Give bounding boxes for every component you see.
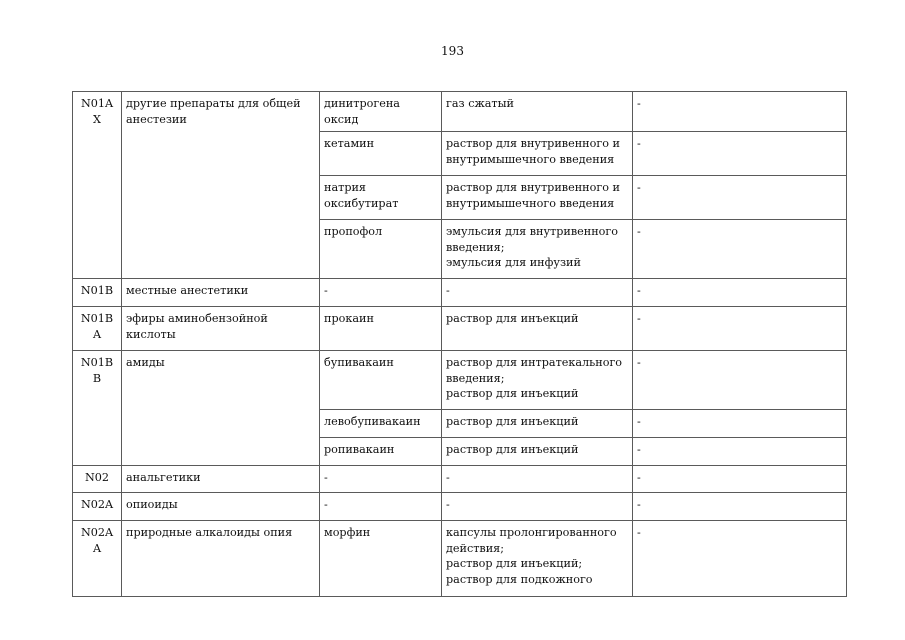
dosage-form-cell: раствор для внутривенного и внутримышечного введения bbox=[442, 176, 633, 220]
drug-name-cell: прокаин bbox=[320, 307, 442, 351]
atc-code-cell: N01B B bbox=[73, 351, 122, 466]
table-row bbox=[73, 92, 847, 132]
drug-name-cell: - bbox=[320, 493, 442, 521]
group-name-cell: амиды bbox=[122, 351, 320, 466]
dosage-form-cell: газ сжатый bbox=[442, 92, 633, 132]
dosage-form-cell: раствор для инъекций bbox=[442, 410, 633, 438]
dosage-form-cell: - bbox=[442, 279, 633, 307]
atc-code-cell: N01B bbox=[73, 279, 122, 307]
atc-code-cell: N02A bbox=[73, 493, 122, 521]
drug-name-cell: - bbox=[320, 279, 442, 307]
extra-cell: - bbox=[633, 438, 847, 466]
table-body bbox=[73, 92, 847, 597]
group-name-cell: эфиры аминобензойной кислоты bbox=[122, 307, 320, 351]
drug-name-cell: морфин bbox=[320, 521, 442, 597]
dosage-form-cell: раствор для внутривенного и внутримышечного введения bbox=[442, 132, 633, 176]
extra-cell: - bbox=[633, 466, 847, 493]
dosage-form-cell: эмульсия для внутривенного введения; эмульсия для инфузий bbox=[442, 220, 633, 279]
dosage-form-cell: - bbox=[442, 493, 633, 521]
atc-code-cell: N02A A bbox=[73, 521, 122, 597]
extra-cell: - bbox=[633, 307, 847, 351]
extra-cell: - bbox=[633, 92, 847, 132]
group-name-cell: анальгетики bbox=[122, 466, 320, 493]
drug-name-cell: бупивакаин bbox=[320, 351, 442, 410]
dosage-form-cell: раствор для интратекального введения; раствор для инъекций bbox=[442, 351, 633, 410]
group-name-cell: природные алкалоиды опия bbox=[122, 521, 320, 597]
drug-name-cell: пропофол bbox=[320, 220, 442, 279]
extra-cell: - bbox=[633, 176, 847, 220]
table-row bbox=[73, 351, 847, 410]
group-name-cell: опиоиды bbox=[122, 493, 320, 521]
table-row bbox=[73, 521, 847, 597]
drug-table bbox=[72, 91, 847, 597]
extra-cell: - bbox=[633, 220, 847, 279]
extra-cell: - bbox=[633, 132, 847, 176]
extra-cell: - bbox=[633, 351, 847, 410]
drug-name-cell: левобупивакаин bbox=[320, 410, 442, 438]
dosage-form-cell: раствор для инъекций bbox=[442, 307, 633, 351]
atc-code-cell: N01A X bbox=[73, 92, 122, 279]
extra-cell: - bbox=[633, 279, 847, 307]
drug-name-cell: кетамин bbox=[320, 132, 442, 176]
atc-code-cell: N02 bbox=[73, 466, 122, 493]
extra-cell: - bbox=[633, 493, 847, 521]
drug-name-cell: натрия оксибутират bbox=[320, 176, 442, 220]
dosage-form-cell: капсулы пролонгированного действия; раствор для инъекций; раствор для подкожного bbox=[442, 521, 633, 597]
table-row bbox=[73, 493, 847, 521]
table-row bbox=[73, 466, 847, 493]
drug-name-cell: динитрогена оксид bbox=[320, 92, 442, 132]
drug-name-cell: ропивакаин bbox=[320, 438, 442, 466]
group-name-cell: другие препараты для общей анестезии bbox=[122, 92, 320, 279]
extra-cell: - bbox=[633, 521, 847, 597]
page-number: 193 bbox=[441, 44, 464, 58]
drug-name-cell: - bbox=[320, 466, 442, 493]
table-row bbox=[73, 279, 847, 307]
atc-code-cell: N01B A bbox=[73, 307, 122, 351]
table-row bbox=[73, 307, 847, 351]
group-name-cell: местные анестетики bbox=[122, 279, 320, 307]
dosage-form-cell: раствор для инъекций bbox=[442, 438, 633, 466]
extra-cell: - bbox=[633, 410, 847, 438]
dosage-form-cell: - bbox=[442, 466, 633, 493]
